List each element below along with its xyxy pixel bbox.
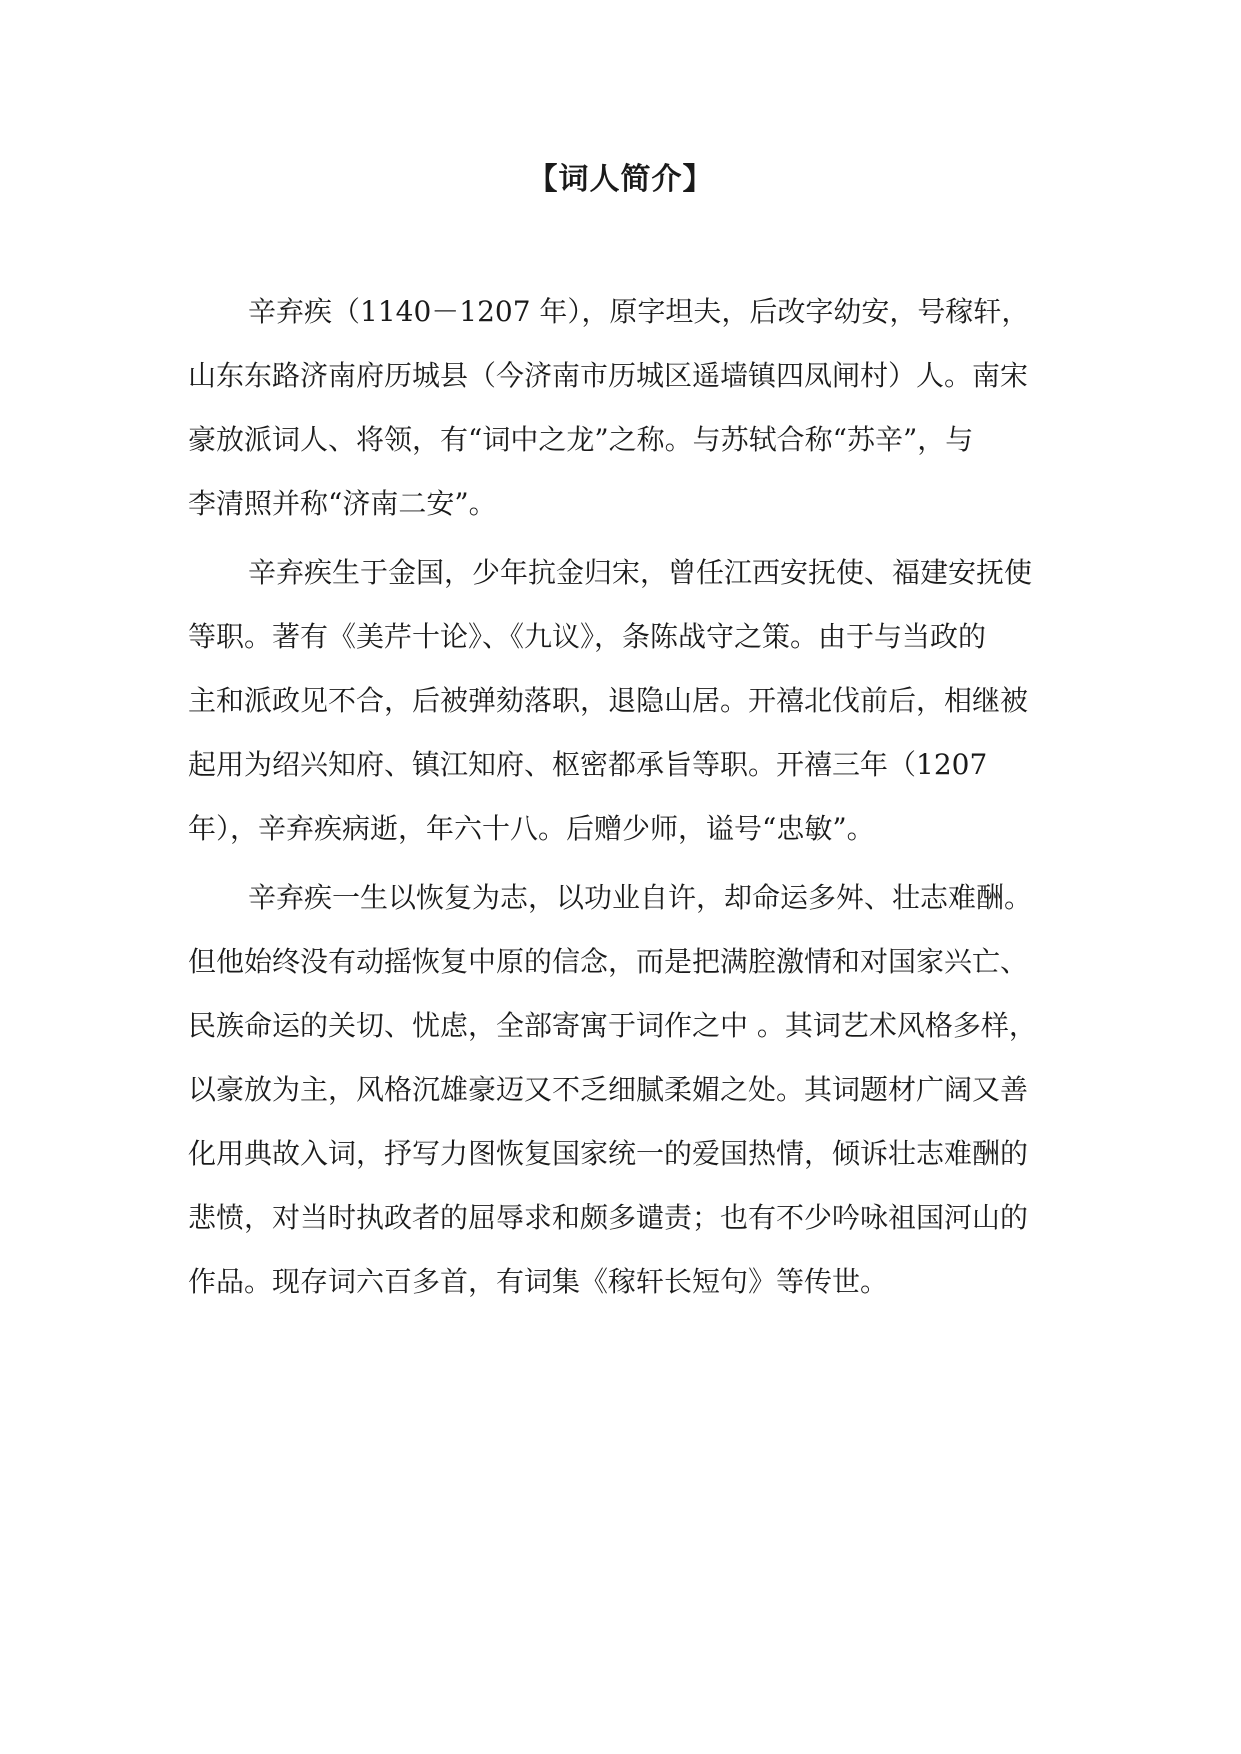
text-line: 作品。现存词六百多首，有词集《稼轩长短句》等传世。 xyxy=(188,1265,889,1298)
text-line: 悲愤，对当时执政者的屈辱求和颇多谴责；也有不少吟咏祖国河山的 xyxy=(188,1201,1029,1234)
text-line: 辛弃疾（1140－1207 年），原字坦夫，后改字幼安，号稼轩， xyxy=(248,295,1030,328)
text-line: 辛弃疾一生以恢复为志，以功业自许，却命运多舛、壮志难酬。 xyxy=(248,881,1033,914)
text-line: 山东东路济南府历城县（今济南市历城区遥墙镇四凤闸村）人。南宋 xyxy=(188,359,1029,392)
text-line: 年），辛弃疾病逝，年六十八。后赠少师，谥号“忠敏”。 xyxy=(188,812,875,845)
text-line: 以豪放为主，风格沉雄豪迈又不乏细腻柔媚之处。其词题材广阔又善 xyxy=(188,1073,1029,1106)
paragraph-3 xyxy=(188,866,1068,1314)
page-title: 【词人简介】 xyxy=(527,162,714,197)
text-line: 但他始终没有动摇恢复中原的信念，而是把满腔激情和对国家兴亡、 xyxy=(188,945,1029,978)
text-line: 化用典故入词，抒写力图恢复国家统一的爱国热情，倾诉壮志难酬的 xyxy=(188,1137,1029,1170)
text-line: 豪放派词人、将领，有“词中之龙”之称。与苏轼合称“苏辛”，与 xyxy=(188,423,974,456)
text-line: 起用为绍兴知府、镇江知府、枢密都承旨等职。开禧三年（1207 xyxy=(188,748,988,781)
paragraph-2 xyxy=(188,541,1068,861)
paragraph-1 xyxy=(188,280,1068,536)
text-line: 李清照并称“济南二安”。 xyxy=(188,487,497,520)
text-line: 民族命运的关切、忧虑，全部寄寓于词作之中 。其词艺术风格多样， xyxy=(188,1009,1037,1042)
body-text xyxy=(188,280,1068,1319)
text-line: 辛弃疾生于金国，少年抗金归宋，曾任江西安抚使、福建安抚使 xyxy=(248,556,1033,589)
text-line: 等职。著有《美芹十论》、《九议》，条陈战守之策。由于与当政的 xyxy=(188,620,987,653)
text-line: 主和派政见不合，后被弹劾落职，退隐山居。开禧北伐前后，相继被 xyxy=(188,684,1029,717)
